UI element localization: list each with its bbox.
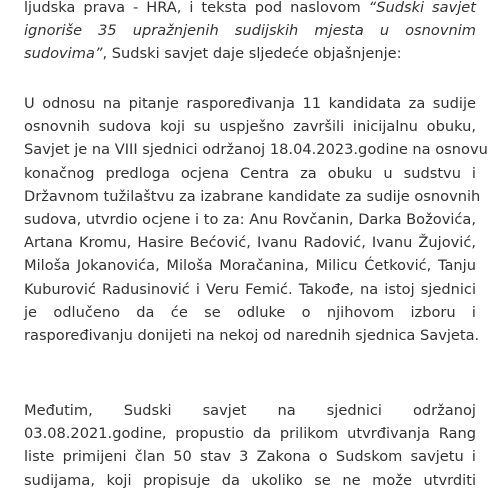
intro-line-2 (24, 19, 476, 42)
paragraph-line: konačnog predloga ocjena Centra za obuku u sudstvu i (24, 164, 476, 182)
paragraph-line: liste primijeni član 50 stav 3 Zakona o Sudskom savjetu i (24, 448, 476, 466)
article-title-part-1: “Sudski savjet (368, 0, 476, 16)
paragraph-line: Artana Kromu, Hasire Bećović, Ivanu Radović, Ivanu Žujović, (24, 234, 476, 252)
intro-line-1 (24, 0, 476, 19)
body-paragraph-2 (24, 399, 476, 492)
paragraph-line: sudijama, koji propisuje da ukoliko se ne može utvrditi (24, 471, 476, 489)
intro-paragraph (24, 0, 476, 66)
paragraph-line: Kuburović Radusinović i Veru Femić. Takođe, na istoj sjednici (24, 280, 476, 298)
paragraph-line: Međutim, Sudski savjet na sjednici održanoj (24, 402, 476, 419)
paragraph-line: Državnom tužilaštvu za izabrane kandidate za sudije osnovnih (24, 187, 481, 205)
paragraph-line: 03.08.2021.godine, propustio da prilikom utvrđivanja Rang (24, 425, 476, 443)
paragraph-line: raspoređivanju donijeti na nekoj od narednih sjednica Savjeta. (24, 326, 480, 344)
article-title-part-2: ignoriše 35 upražnjenih sudijskih mjesta u osnovnim (24, 22, 476, 40)
paragraph-line: osnovnih sudova koji su uspješno završili inicijalnu obuku, (24, 118, 476, 136)
paragraph-line: je odlučeno da će se odluke o njihovom izboru i (24, 303, 476, 321)
paragraph-line: Miloša Jokanovića, Miloša Moračanina, Milicu Ćetković, Tanju (24, 257, 476, 275)
article-title-part-3: sudovima” (24, 45, 103, 63)
paragraph-line: U odnosu na pitanje raspoređivanja 11 kandidata za sudije (24, 95, 476, 112)
paragraph-line: Savjet je na VIII sjednici održanoj 18.04.2023.godine na osnovu (24, 141, 488, 159)
body-paragraph-1 (24, 92, 488, 347)
intro-text: ljudska prava - HRA, i teksta pod naslovom (24, 0, 369, 16)
paragraph-line: sudova, utvrdio ocjene i to za: Anu Rovčanin, Darka Božovića, (24, 210, 476, 228)
intro-text-end: , Sudski savjet daje sljedeće objašnjenje: (102, 45, 402, 63)
intro-line-3 (24, 42, 476, 65)
